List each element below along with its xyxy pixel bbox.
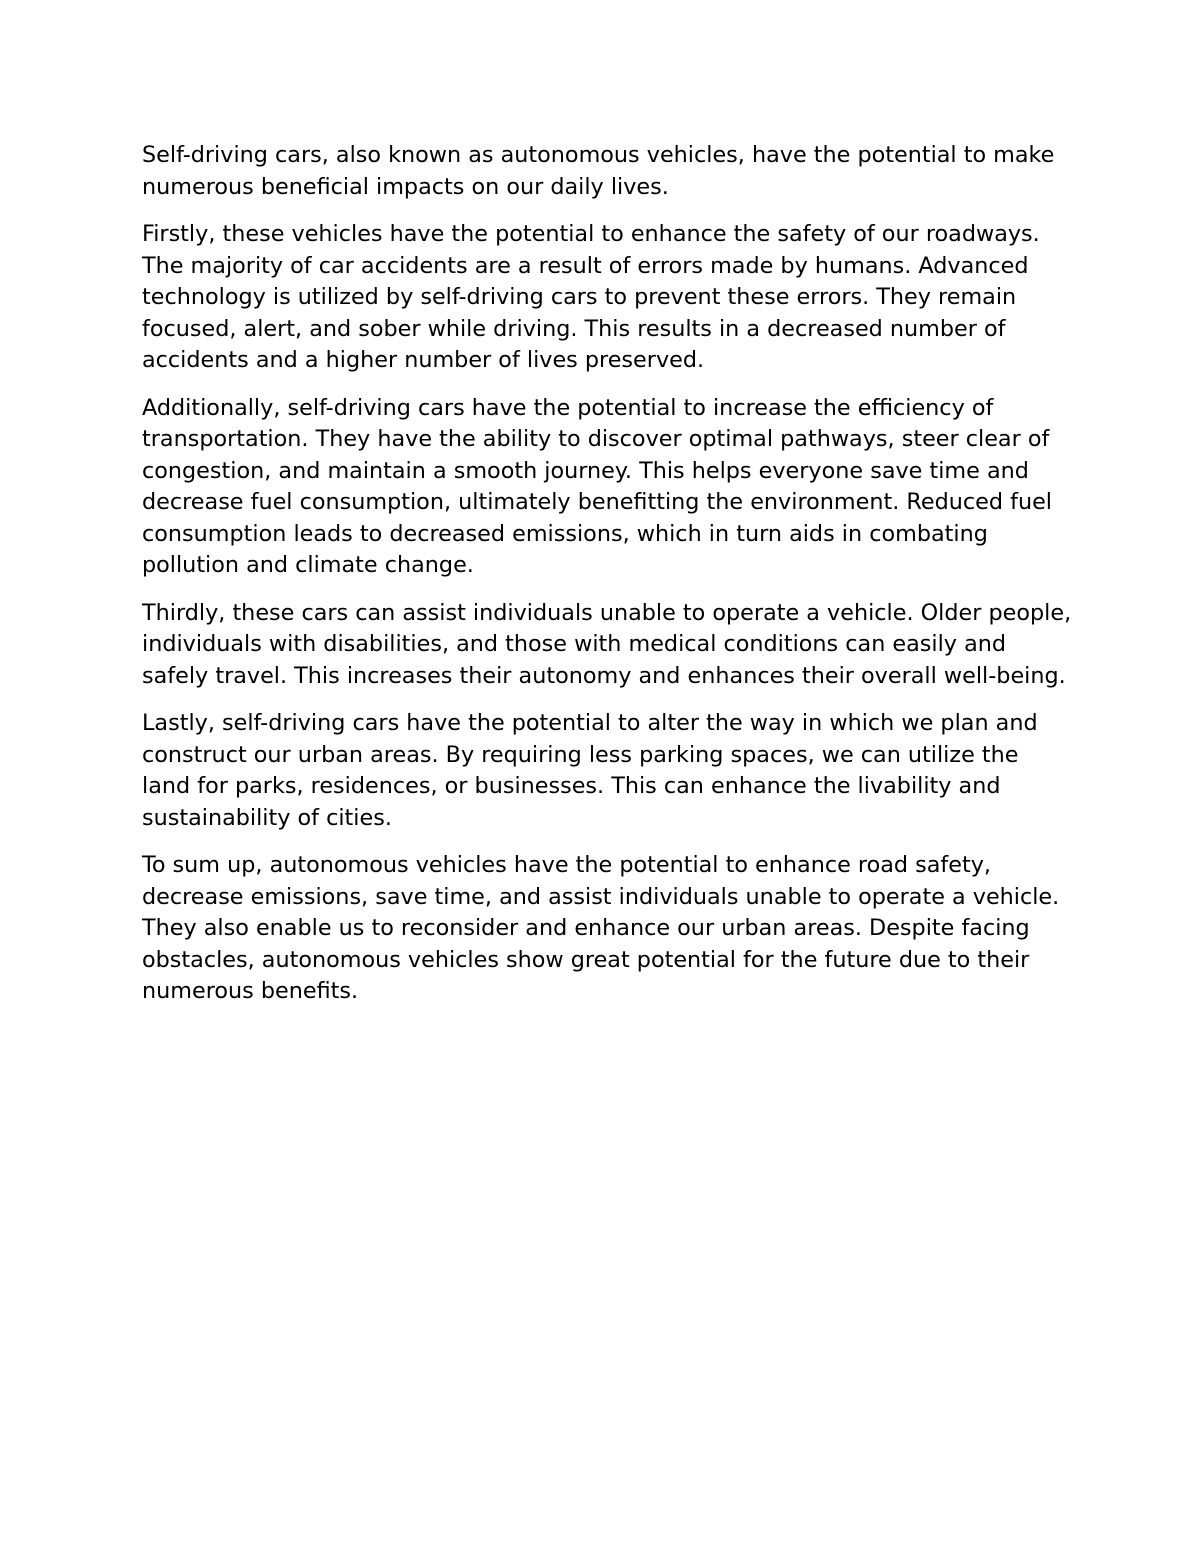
document-body <box>142 140 1072 1024</box>
paragraph-conclusion: To sum up, autonomous vehicles have the potential to enhance road safety, decrease emissions, save time, and assist individuals unable to operate a vehicle. They also enable us to reconsider and enhance our urban areas. Despite facing obstacles, autonomous vehicles show great potential for the future due to their numerous benefits. <box>142 852 1060 1004</box>
paragraph-intro: Self-driving cars, also known as autonomous vehicles, have the potential to make numerous beneficial impacts on our daily lives. <box>142 142 1055 200</box>
paragraph-safety: Firstly, these vehicles have the potential to enhance the safety of our roadways. The majority of car accidents are a result of errors made by humans. Advanced technology is utilized by self-driving cars to prevent these errors. They remain focused, alert, and sober while driving. This results in a decreased number of accidents and a higher number of lives preserved. <box>142 221 1040 373</box>
paragraph-efficiency: Additionally, self-driving cars have the potential to increase the efficiency of transportation. They have the ability to discover optimal pathways, steer clear of congestion, and maintain a smooth journey. This helps everyone save time and decrease fuel consumption, ultimately benefitting the environment. Reduced fuel consumption leads to decreased emissions, which in turn aids in combating pollution and climate change. <box>142 394 1052 578</box>
paragraph-urban-planning: Lastly, self-driving cars have the potential to alter the way in which we plan and construct our urban areas. By requiring less parking spaces, we can utilize the land for parks, residences, or businesses. This can enhance the livability and sustainability of cities. <box>142 710 1038 831</box>
paragraph-accessibility: Thirdly, these cars can assist individuals unable to operate a vehicle. Older people, individuals with disabilities, and those with medical conditions can easily and safely travel. This increases their autonomy and enhances their overall well-being. <box>142 599 1072 689</box>
